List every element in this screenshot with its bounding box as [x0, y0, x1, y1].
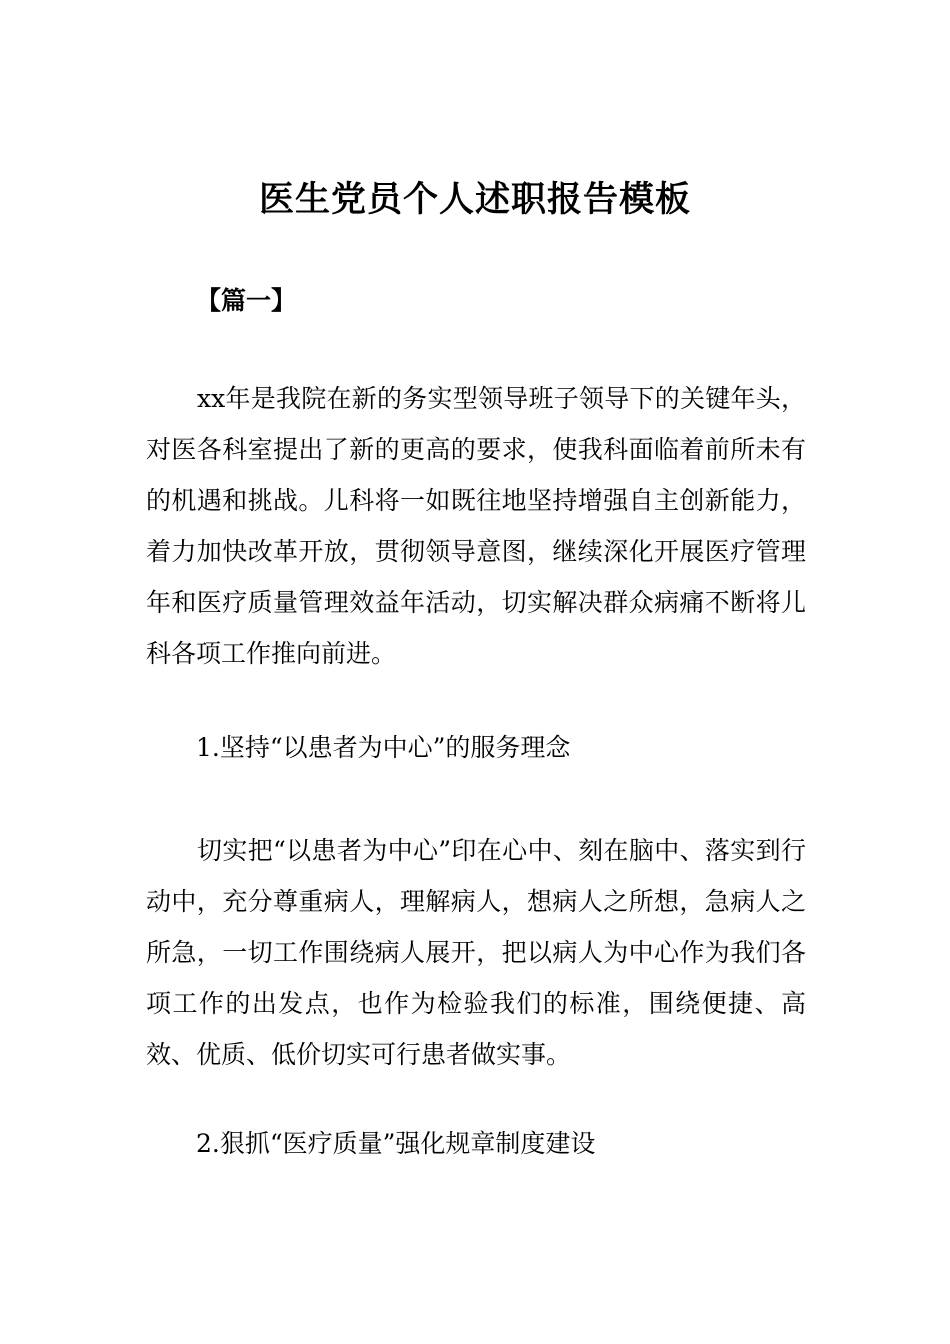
- heading-medical-quality: 2.狠抓“医疗质量”强化规章制度建设: [196, 1129, 596, 1158]
- paragraph-intro: xx年是我院在新的务实型领导班子领导下的关键年头，对医各科室提出了新的更高的要求，使我科面临着前所未有的机遇和挑战。儿科将一如既往地坚持增强自主创新能力，着力加快改革开放，贯彻领导意图，继续深化开展医疗管理年和医疗质量管理效益年活动，切实解决群众病痛不断将儿科各项工作推向前进。: [146, 384, 806, 668]
- document-title: 医生党员个人述职报告模板: [258, 180, 691, 220]
- section-label: 【篇一】: [196, 286, 297, 315]
- heading-patient-centered: 1.坚持“以患者为中心”的服务理念: [196, 733, 571, 762]
- paragraph-patient-centered: 切实把“以患者为中心”印在心中、刻在脑中、落实到行动中，充分尊重病人，理解病人，想病人之所想，急病人之所急，一切工作围绕病人展开，把以病人为中心作为我们各项工作的出发点，也作为检验我们的标准，围绕便捷、高效、优质、低价切实可行患者做实事。: [146, 836, 806, 1069]
